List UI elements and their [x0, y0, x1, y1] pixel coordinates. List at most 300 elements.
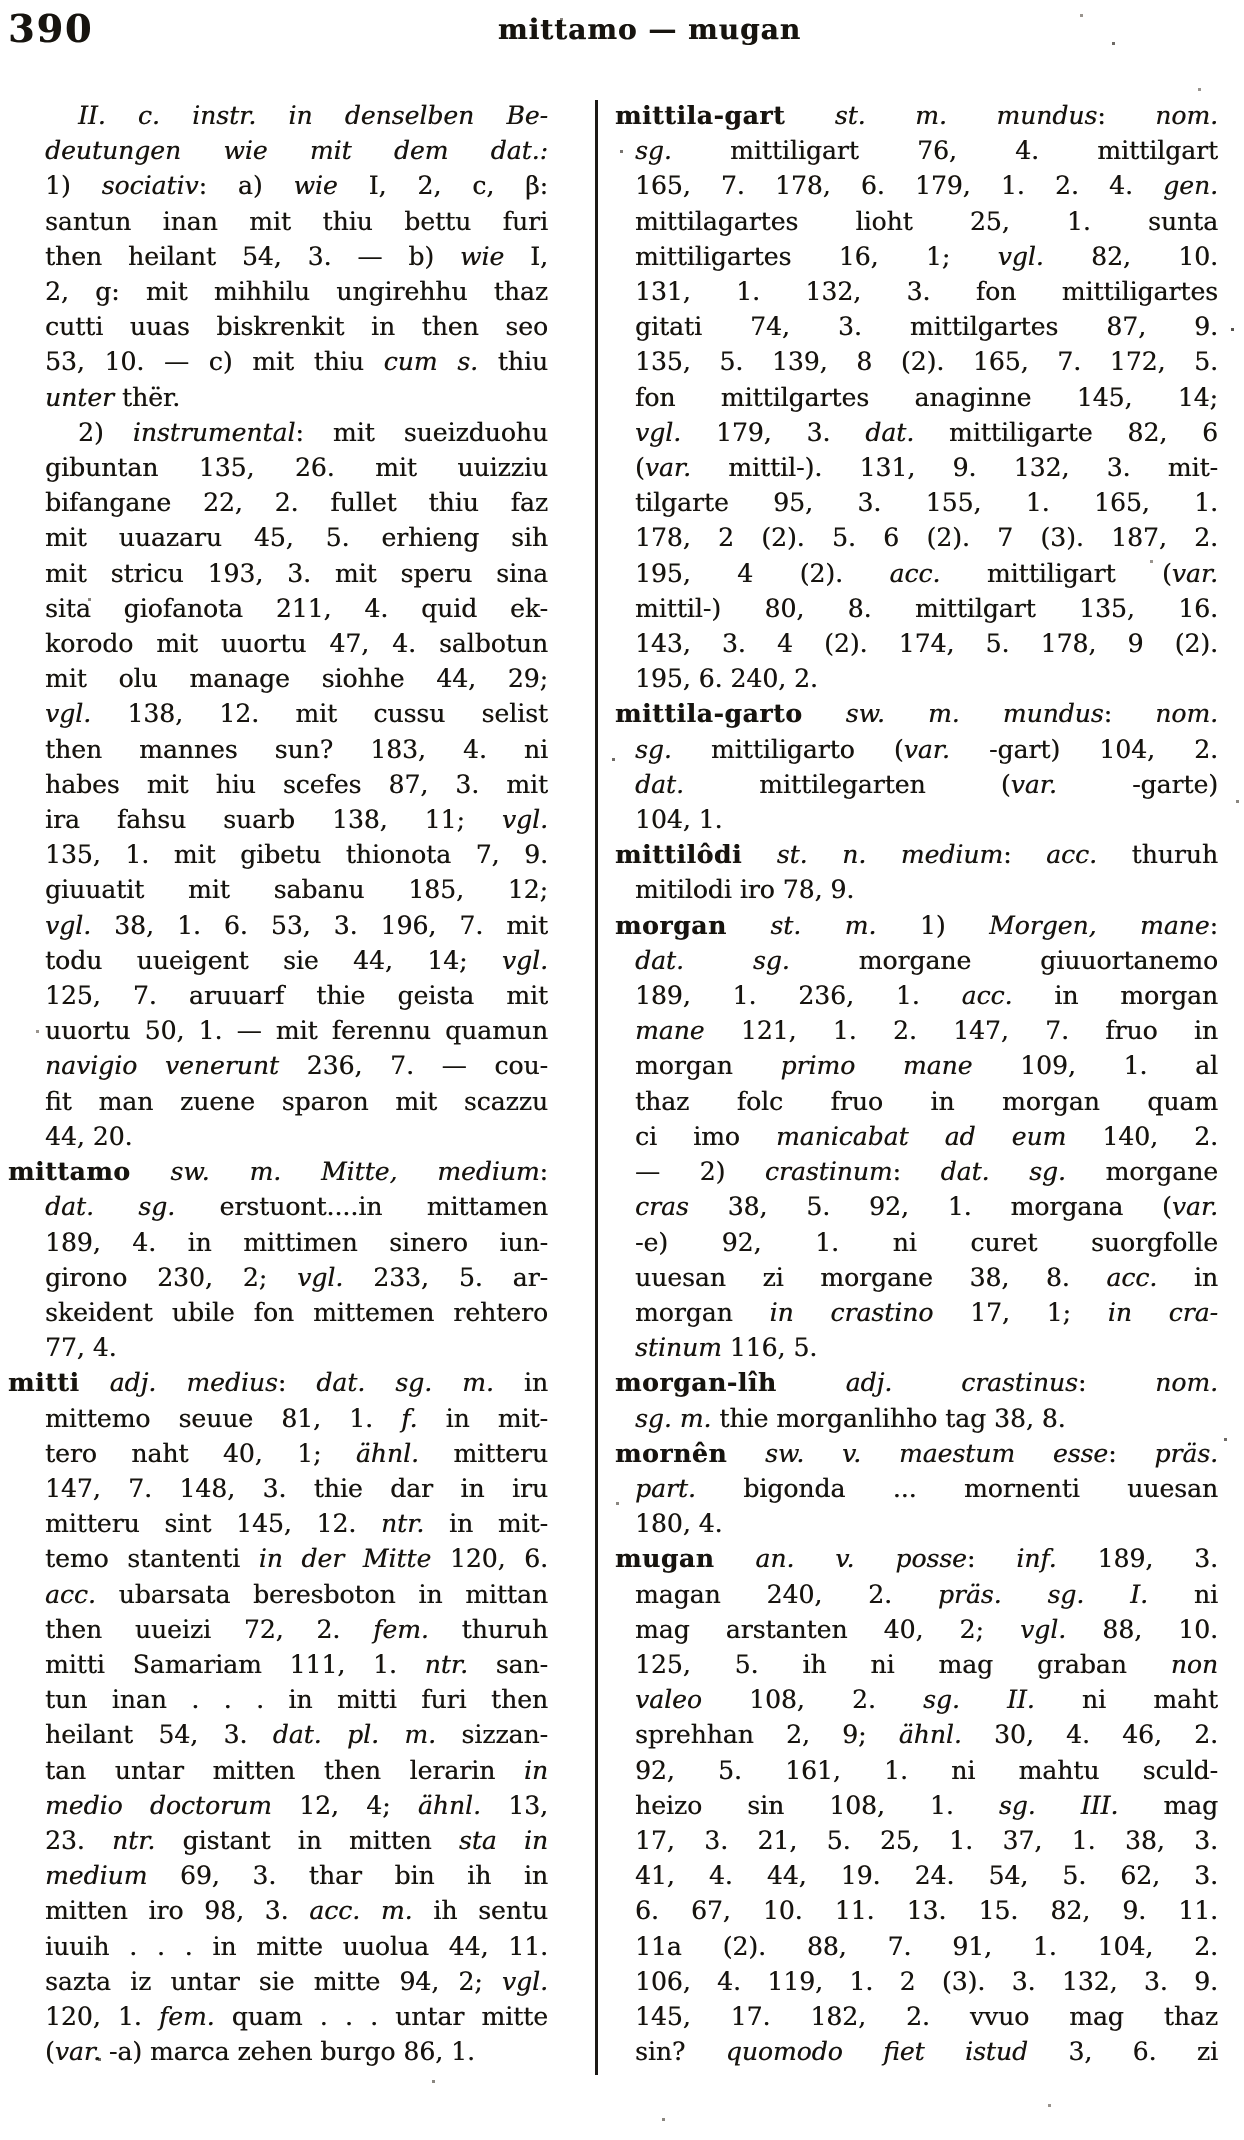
text-line	[635, 1753, 1218, 1788]
text-line	[635, 1401, 1218, 1436]
text: thuruh	[1096, 840, 1218, 870]
text: 1)	[45, 171, 102, 201]
text-line	[45, 1295, 548, 1330]
text: mittilagartes lioht 25, 1. sunta	[635, 206, 1218, 236]
italic-text: vgl.	[45, 910, 92, 940]
italic-text: dat. sg.	[635, 945, 790, 975]
text-line	[45, 1823, 548, 1858]
text-line	[615, 1436, 1218, 1471]
italic-text: acc.	[45, 1579, 96, 1609]
text: mittiligartes 16, 1;	[635, 241, 998, 271]
text: :	[1103, 699, 1156, 729]
text-line	[45, 943, 548, 978]
italic-text: ähnl.	[417, 1790, 481, 1820]
italic-text: Mitte, medium	[320, 1157, 540, 1187]
text-line	[45, 1225, 548, 1260]
text: 12, 4;	[271, 1790, 418, 1820]
italic-text: s.	[457, 347, 478, 377]
text-line	[635, 1084, 1218, 1119]
italic-text: navigio venerunt	[45, 1051, 279, 1081]
text: 2)	[78, 417, 133, 447]
text-line	[45, 1999, 548, 2034]
text: 17, 1;	[933, 1297, 1108, 1327]
text-line	[635, 1506, 1218, 1541]
headword: mitti	[8, 1368, 80, 1398]
text-line	[635, 1999, 1218, 2034]
entry-mitti	[8, 1365, 549, 2069]
text-line	[635, 556, 1218, 591]
text: 17, 3. 21, 5. 25, 1. 37, 1. 38, 3.	[635, 1825, 1218, 1855]
italic-text: dat.	[865, 417, 915, 447]
text-line	[635, 168, 1218, 203]
text: uuortu 50, 1. — mit ferennu quamun	[45, 1016, 548, 1046]
text-line	[635, 1682, 1218, 1717]
italic-text: in	[523, 1755, 548, 1785]
text-line	[635, 133, 1218, 168]
italic-text: sw. m.	[170, 1157, 282, 1187]
text-line	[635, 661, 1218, 696]
text-line	[8, 1365, 548, 1400]
text-line	[45, 274, 548, 309]
text: habes mit hiu scefes 87, 3. mit	[45, 769, 548, 799]
text: 189, 4. in mittimen sinero iun-	[45, 1227, 548, 1257]
italic-text: an. v. posse	[755, 1544, 967, 1574]
text-line	[635, 1717, 1218, 1752]
text: santun inan mit thiu bettu furi	[45, 206, 548, 236]
italic-text: sg. m.	[635, 1403, 712, 1433]
text: san-	[467, 1649, 548, 1679]
text: :	[1003, 840, 1047, 870]
text-line	[45, 1084, 548, 1119]
text-line	[8, 1154, 548, 1189]
text: 195, 4 (2).	[635, 558, 890, 588]
text-line	[635, 1577, 1218, 1612]
text-line	[45, 168, 548, 203]
text: :	[539, 1157, 548, 1187]
text: skeident ubile fon mittemen rehtero	[45, 1297, 548, 1327]
italic-text: dat. pl. m.	[272, 1720, 436, 1750]
italic-text: medio doctorum	[45, 1790, 272, 1820]
text-line	[615, 908, 1218, 943]
text-line	[45, 1541, 548, 1576]
text: -gart) 104, 2.	[949, 734, 1218, 764]
text-block	[0, 98, 1244, 2083]
text: gitati 74, 3. mittilgartes 87, 9.	[635, 312, 1218, 342]
text: 109, 1. al	[972, 1051, 1218, 1081]
italic-text: in cra-	[1107, 1297, 1218, 1327]
text: :	[1108, 1438, 1155, 1468]
italic-text: ntr.	[111, 1825, 156, 1855]
text-line	[45, 908, 548, 943]
italic-text: st. m.	[770, 910, 877, 940]
text: mag	[1118, 1790, 1218, 1820]
headword: mittila-gart	[615, 101, 786, 130]
text: 82, 10.	[1043, 241, 1218, 271]
text: 138, 12. mit cussu selist	[91, 699, 548, 729]
italic-text: inf.	[1016, 1544, 1057, 1574]
text: 236, 7. — cou-	[278, 1051, 549, 1081]
italic-text: sw. v. maestum esse	[765, 1438, 1109, 1468]
italic-text: in der Mitte	[258, 1544, 432, 1574]
text: 195, 6. 240, 2.	[635, 664, 818, 694]
italic-text: quomodo fiet istud	[725, 2037, 1028, 2067]
text: in morgan	[1012, 981, 1218, 1011]
text	[777, 1368, 846, 1397]
italic-text: st. n. medium	[776, 840, 1004, 870]
text: :	[1209, 910, 1218, 940]
text-line	[635, 485, 1218, 520]
text-line	[45, 1929, 548, 1964]
text: 147, 7. 148, 3. thie dar in iru	[45, 1473, 548, 1503]
text: 92, 5. 161, 1. ni mahtu sculd-	[635, 1755, 1218, 1785]
italic-text: st. m. mundus	[834, 101, 1098, 130]
italic-text: II. c. instr. in denselben Be-	[78, 101, 548, 130]
italic-text: dat. sg. m.	[316, 1368, 494, 1398]
text-line	[635, 274, 1218, 309]
text-line	[45, 98, 548, 133]
text: 116, 5.	[721, 1333, 818, 1363]
text-line	[45, 415, 548, 450]
text: mittiligarto (	[671, 734, 904, 764]
italic-text: ähnl.	[898, 1720, 962, 1750]
text-line	[45, 239, 548, 274]
text-line	[45, 1893, 548, 1928]
text: in mit-	[417, 1403, 548, 1433]
text: tan untar mitten then lerarin	[45, 1755, 524, 1785]
text	[785, 101, 835, 130]
text: then mannes sun? 183, 4. ni	[45, 734, 548, 764]
text: mittil-). 131, 9. 132, 3. mit-	[690, 453, 1218, 483]
text: temo stantenti	[45, 1544, 259, 1574]
text: mit uuazaru 45, 5. erhieng sih	[45, 523, 548, 553]
italic-text: cras	[635, 1192, 689, 1222]
text: 120, 6.	[431, 1544, 548, 1574]
headword: mittila-garto	[615, 699, 803, 729]
text: bifangane 22, 2. fullet thiu faz	[45, 488, 548, 518]
text-line	[635, 591, 1218, 626]
italic-text: cum	[383, 347, 438, 377]
italic-text: vgl.	[501, 945, 548, 975]
text-line	[45, 344, 548, 379]
text: (	[635, 453, 645, 483]
text-line	[45, 732, 548, 767]
text-line	[635, 978, 1218, 1013]
text-line	[45, 1964, 548, 1999]
text: thie morganlihho tag 38, 8.	[711, 1403, 1066, 1433]
italic-text: gen.	[1163, 171, 1218, 201]
text: 145, 17. 182, 2. vvuo mag thaz	[635, 2001, 1218, 2031]
text-line	[615, 696, 1218, 731]
text: 120, 1.	[45, 2001, 159, 2031]
italic-text: deutungen wie mit dem dat.:	[45, 136, 548, 166]
italic-text: valeo	[635, 1685, 702, 1715]
text-line	[45, 591, 548, 626]
text: mittemo seuue 81, 1.	[45, 1403, 402, 1433]
italic-text: fem.	[158, 2001, 215, 2031]
text-line	[635, 943, 1218, 978]
right-column	[615, 98, 1219, 2069]
italic-text: adj. medius	[109, 1368, 278, 1398]
entry-mittamo	[8, 1154, 548, 1365]
headword: mittamo	[8, 1157, 131, 1187]
italic-text: sociativ	[101, 171, 199, 201]
text: :	[1077, 1368, 1156, 1398]
text-line	[635, 1823, 1218, 1858]
italic-text: vgl.	[501, 1966, 548, 1996]
text-line	[635, 1330, 1218, 1365]
text: 179, 3.	[681, 417, 866, 447]
italic-text: Morgen, mane	[989, 910, 1210, 940]
text-line	[45, 133, 548, 168]
text-line	[635, 450, 1218, 485]
text: tun inan . . . in mitti furi then	[45, 1685, 548, 1715]
text: ira fahsu suarb 138, 11;	[45, 805, 502, 835]
text-line	[635, 1154, 1218, 1189]
italic-text: crastinum	[764, 1157, 893, 1187]
text: mittilegarten (	[683, 769, 1011, 799]
italic-text: vgl.	[45, 699, 92, 729]
text-line	[45, 626, 548, 661]
text: heizo sin 108, 1.	[635, 1790, 999, 1820]
text-line	[45, 1401, 548, 1436]
text: morgan	[635, 1051, 781, 1081]
text: bigonda ... mornenti uuesan	[695, 1473, 1218, 1503]
italic-text: stinum	[635, 1333, 722, 1363]
text: fit man zuene sparon mit scazzu	[45, 1086, 548, 1116]
text: 38, 5. 92, 1. morgana (	[688, 1192, 1172, 1222]
text-line	[45, 1189, 548, 1224]
headword: morgan-lîh	[615, 1368, 777, 1398]
text: mittil-) 80, 8. mittilgart 135, 16.	[635, 593, 1218, 623]
italic-text: sg.	[635, 734, 672, 764]
text-line	[615, 1365, 1218, 1400]
text: ni	[1147, 1579, 1218, 1609]
text: 106, 4. 119, 1. 2 (3). 3. 132, 3. 9.	[635, 1966, 1218, 1996]
italic-text: vgl.	[997, 241, 1044, 271]
entry-mittila-garto	[615, 696, 1218, 837]
italic-text: var.	[903, 734, 950, 764]
text-line	[45, 978, 548, 1013]
text-line	[45, 872, 548, 907]
text-line	[45, 1717, 548, 1752]
italic-text: part.	[635, 1473, 696, 1503]
entry-morgan-lîh	[615, 1365, 1218, 1435]
text: 1)	[876, 910, 990, 940]
text: uuesan zi morgane 38, 8.	[635, 1262, 1107, 1292]
italic-text: dat.	[635, 769, 684, 799]
text: thiu	[478, 347, 548, 377]
italic-text: in crastino	[769, 1297, 934, 1327]
text: girono 230, 2;	[45, 1262, 298, 1292]
text-line	[615, 98, 1218, 133]
text: ubarsata beresboton in mittan	[95, 1579, 548, 1609]
text	[714, 1544, 755, 1573]
italic-text: adj. crastinus	[845, 1368, 1078, 1398]
text: 143, 3. 4 (2). 174, 5. 178, 9 (2).	[635, 629, 1218, 659]
text: 30, 4. 46, 2.	[961, 1720, 1218, 1750]
text: mittiligart 76, 4. mittilgart	[671, 136, 1218, 166]
text-line	[635, 732, 1218, 767]
text: :	[966, 1544, 1017, 1574]
text: -a) marca zehen burgo 86, 1.	[100, 2037, 475, 2067]
text: in	[493, 1368, 548, 1398]
text-line	[635, 1048, 1218, 1083]
text-line	[45, 1858, 548, 1893]
italic-text: instrumental	[132, 417, 296, 447]
italic-text: wie	[293, 171, 338, 201]
text: mittiligart (	[940, 558, 1172, 588]
text-line	[45, 380, 548, 415]
paragraph	[45, 415, 548, 1154]
entry-mornên	[615, 1436, 1218, 1542]
text-line	[635, 872, 1218, 907]
italic-text: acc. m.	[309, 1896, 413, 1926]
text-line	[45, 485, 548, 520]
text: 165, 7. 178, 6. 179, 1. 2. 4.	[635, 171, 1164, 201]
text-line	[45, 837, 548, 872]
text: morgane	[1065, 1157, 1218, 1187]
text: sita giofanota 211, 4. quid ek-	[45, 593, 548, 623]
text	[727, 1439, 765, 1468]
text: mit stricu 193, 3. mit speru sina	[45, 558, 548, 588]
entry-morgan	[615, 908, 1218, 1366]
text: 233, 5. ar-	[343, 1262, 548, 1292]
text-line	[45, 1471, 548, 1506]
text: sizzan-	[435, 1720, 548, 1750]
text	[437, 347, 457, 376]
text: mag arstanten 40, 2;	[635, 1614, 1021, 1644]
text: -garte)	[1056, 769, 1218, 799]
text-line	[45, 802, 548, 837]
text: sprehhan 2, 9;	[635, 1720, 899, 1750]
text: 178, 2 (2). 5. 6 (2). 7 (3). 187, 2.	[635, 523, 1218, 553]
text-line	[45, 204, 548, 239]
text: 23.	[45, 1825, 112, 1855]
text-line	[45, 520, 548, 555]
paragraph	[45, 98, 548, 415]
text: tilgarte 95, 3. 155, 1. 165, 1.	[635, 488, 1218, 518]
italic-text: ntr.	[424, 1649, 468, 1679]
text: 11a (2). 88, 7. 91, 1. 104, 2.	[635, 1931, 1218, 1961]
text: 189, 3.	[1056, 1544, 1218, 1574]
italic-text: ntr.	[380, 1509, 425, 1539]
text: 121, 1. 2. 147, 7. fruo in	[704, 1016, 1218, 1046]
italic-text: unter	[45, 382, 114, 412]
text-line	[45, 556, 548, 591]
italic-text: sg.	[635, 136, 672, 166]
text: -e) 92, 1. ni curet suorgfolle	[635, 1227, 1218, 1257]
text-line	[635, 1189, 1218, 1224]
text	[281, 1157, 321, 1186]
text: : mit sueizduohu	[295, 417, 548, 447]
text: thuruh	[428, 1614, 548, 1644]
text-line	[635, 2034, 1218, 2069]
italic-text: wie	[460, 241, 505, 271]
italic-text: manicabat ad eum	[775, 1121, 1067, 1151]
italic-text: sta in	[458, 1825, 548, 1855]
text-line	[635, 1612, 1218, 1647]
text-line	[635, 1647, 1218, 1682]
text-line	[615, 837, 1218, 872]
italic-text: acc.	[961, 981, 1013, 1011]
italic-text: var.	[644, 453, 691, 483]
italic-text: acc.	[889, 558, 941, 588]
left-column	[8, 98, 549, 2069]
text-line	[45, 1119, 548, 1154]
text: 13,	[480, 1790, 548, 1820]
text-line	[635, 520, 1218, 555]
text: mitteru	[418, 1438, 549, 1468]
text-line	[45, 1753, 548, 1788]
text-line	[45, 1682, 548, 1717]
text-line	[635, 802, 1218, 837]
text-line	[635, 1295, 1218, 1330]
text: mitten iro 98, 3.	[45, 1896, 310, 1926]
italic-text: dat. sg.	[940, 1157, 1066, 1187]
italic-text: fem.	[373, 1614, 429, 1644]
italic-text: sg. III.	[998, 1790, 1119, 1820]
text: magan 240, 2.	[635, 1579, 938, 1609]
text: mitti Samariam 111, 1.	[45, 1649, 425, 1679]
italic-text: primo mane	[780, 1051, 973, 1081]
text	[131, 1157, 171, 1186]
text: erstuont....in mittamen	[175, 1192, 548, 1222]
text-line	[45, 1330, 548, 1365]
text: 131, 1. 132, 3. fon mittiligartes	[635, 277, 1218, 307]
text-line	[635, 1929, 1218, 1964]
headword: mittilôdi	[615, 840, 743, 870]
text: ih sentu	[412, 1896, 548, 1926]
italic-text: nom.	[1155, 699, 1218, 729]
text: 189, 1. 236, 1.	[635, 981, 962, 1011]
text-line	[635, 1013, 1218, 1048]
italic-text: var.	[1010, 769, 1057, 799]
italic-text: präs. sg. I.	[937, 1579, 1148, 1609]
italic-text: ähnl.	[355, 1438, 419, 1468]
italic-text: dat. sg.	[45, 1192, 176, 1222]
text-line	[45, 1048, 548, 1083]
text-line	[45, 1577, 548, 1612]
italic-text: sg. II.	[923, 1685, 1035, 1715]
text: todu uueigent sie 44, 14;	[45, 945, 502, 975]
text: mittiligarte 82, 6	[914, 417, 1218, 447]
text-line	[45, 1612, 548, 1647]
text-line	[45, 767, 548, 802]
text: 44, 20.	[45, 1121, 133, 1151]
text: ni maht	[1034, 1685, 1218, 1715]
text-line	[635, 767, 1218, 802]
text: gibuntan 135, 26. mit uuizziu	[45, 453, 548, 483]
text: :	[277, 1368, 317, 1398]
italic-text: medium	[45, 1861, 148, 1891]
text-line	[45, 1013, 548, 1048]
entry-mittilôdi	[615, 837, 1218, 907]
text-line	[635, 415, 1218, 450]
italic-text: präs.	[1154, 1438, 1218, 1468]
text-line	[635, 1260, 1218, 1295]
text-line	[45, 1436, 548, 1471]
text-line	[635, 1471, 1218, 1506]
text-line	[635, 1788, 1218, 1823]
text: : a)	[198, 171, 294, 201]
italic-text: acc.	[1106, 1262, 1158, 1292]
entry-mugan	[615, 1541, 1218, 2069]
headword: mugan	[615, 1544, 715, 1574]
text-line	[635, 1964, 1218, 1999]
italic-text: sw. m. mundus	[845, 699, 1104, 729]
text: sazta iz untar sie mitte 94, 2;	[45, 1966, 502, 1996]
text: 3, 6. zi	[1027, 2037, 1218, 2067]
